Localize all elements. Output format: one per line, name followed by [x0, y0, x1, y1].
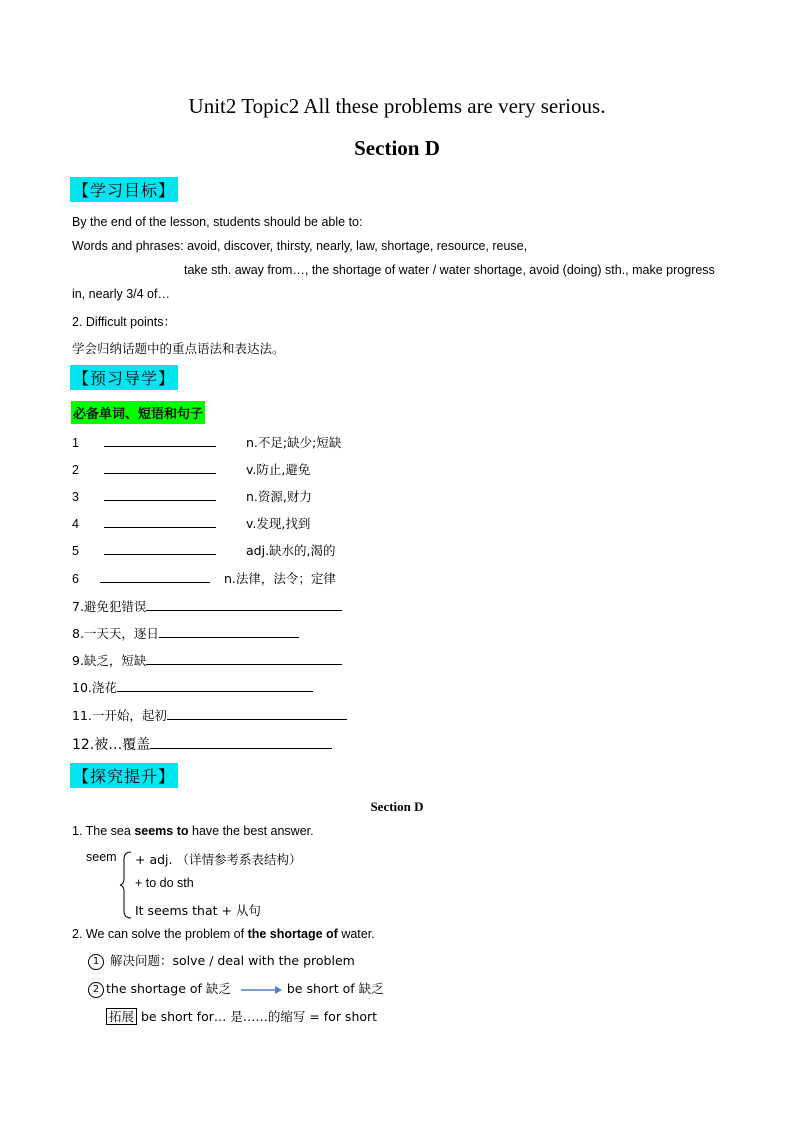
explore-section-title: Section D: [370, 799, 424, 814]
learning-goal-text: 学会归纳话题中的重点语法和表达法。: [72, 341, 285, 356]
brace-icon: [119, 851, 133, 919]
circled-number-1: 1: [88, 954, 104, 970]
preview-tag: 【预习导学】: [70, 365, 178, 390]
note-2-result: be short of 缺乏: [286, 981, 384, 996]
note-2: [88, 979, 384, 998]
point-2-keyword: the shortage of: [247, 927, 338, 941]
vocab-meaning: n.资源,财力: [246, 489, 312, 504]
point-2-suffix: water.: [337, 927, 375, 941]
phrase-row: [72, 678, 313, 696]
objectives-tag: 【学习目标】: [70, 177, 178, 202]
vocab-number: 3: [72, 490, 79, 504]
phrase-row: [72, 651, 342, 669]
answer-blank[interactable]: [104, 541, 216, 555]
answer-blank[interactable]: [150, 735, 332, 749]
answer-blank[interactable]: [117, 678, 313, 692]
point-1-suffix: have the best answer.: [188, 824, 314, 838]
seem-option-2: + to do sth: [135, 876, 194, 890]
note-2-text: the shortage of 缺乏: [106, 981, 231, 996]
answer-blank[interactable]: [104, 514, 216, 528]
point-1-prefix: 1. The sea: [72, 824, 135, 838]
answer-blank[interactable]: [104, 433, 216, 447]
vocab-row: [72, 487, 312, 505]
preview-subtag: 必备单词、短语和句子: [71, 401, 205, 424]
vocab-meaning: n.不足;缺少;短缺: [246, 435, 342, 450]
arrow-right-icon: [239, 985, 283, 995]
note-1: [88, 951, 355, 970]
answer-blank[interactable]: [104, 460, 216, 474]
point-2-prefix: 2. We can solve the problem of: [72, 927, 248, 941]
point-1-keyword: seems to: [134, 824, 189, 838]
seem-option-1: + adj. （详情参考系表结构）: [135, 852, 302, 867]
words-line-1: Words and phrases: avoid, discover, thirsty, nearly, law, shortage, resource, reuse,: [72, 239, 528, 253]
section-title: Section D: [354, 136, 440, 160]
answer-blank[interactable]: [146, 597, 342, 611]
extension-label: 拓展: [106, 1008, 137, 1025]
vocab-row: [72, 569, 336, 587]
phrase-prompt: 12.被…覆盖: [72, 737, 151, 753]
vocab-meaning: n.法律，法令；定律: [224, 571, 336, 586]
vocab-row: [72, 460, 310, 478]
words-line-2: take sth. away from…, the shortage of water / water shortage, avoid (doing) sth., make progress: [184, 263, 715, 277]
answer-blank[interactable]: [146, 651, 342, 665]
answer-blank[interactable]: [100, 569, 210, 583]
point-1: [72, 824, 314, 838]
words-line-3: in, nearly 3/4 of…: [72, 287, 170, 301]
answer-blank[interactable]: [104, 487, 216, 501]
vocab-number: 6: [72, 572, 79, 586]
vocab-number: 2: [72, 463, 79, 477]
phrase-row: [72, 597, 342, 615]
explore-tag: 【探究提升】: [70, 763, 178, 788]
vocab-number: 1: [72, 436, 79, 450]
note-1-text: 解决问题：solve / deal with the problem: [110, 953, 355, 968]
point-2: [72, 927, 375, 941]
phrase-prompt: 11.一开始，起初: [72, 708, 167, 723]
answer-blank[interactable]: [159, 624, 299, 638]
circled-number-2: 2: [88, 982, 104, 998]
phrase-prompt: 8.一天天，逐日: [72, 626, 159, 641]
vocab-number: 4: [72, 517, 79, 531]
seem-option-3: It seems that + 从句: [135, 903, 261, 918]
vocab-meaning: v.发现,找到: [246, 516, 311, 531]
vocab-row: [72, 514, 310, 532]
document-title: Unit2 Topic2 All these problems are very serious.: [188, 94, 606, 118]
phrase-row: [72, 734, 332, 754]
vocab-row: [72, 541, 336, 559]
phrase-prompt: 10.浇花: [72, 680, 117, 695]
answer-blank[interactable]: [167, 706, 347, 720]
extension-text: be short for… 是……的缩写 = for short: [137, 1009, 378, 1024]
phrase-row: [72, 706, 347, 724]
extension-note: [106, 1007, 377, 1025]
seem-word: seem: [86, 850, 117, 864]
vocab-meaning: adj.缺水的,渴的: [246, 543, 336, 558]
vocab-meaning: v.防止,避免: [246, 462, 311, 477]
phrase-prompt: 9.缺乏，短缺: [72, 653, 147, 668]
phrase-prompt: 7.避免犯错误: [72, 599, 147, 614]
vocab-row: [72, 433, 341, 451]
vocab-number: 5: [72, 544, 79, 558]
phrase-row: [72, 624, 299, 642]
objectives-intro: By the end of the lesson, students should be able to:: [72, 215, 363, 229]
difficult-points: 2. Difficult points：: [72, 315, 176, 329]
